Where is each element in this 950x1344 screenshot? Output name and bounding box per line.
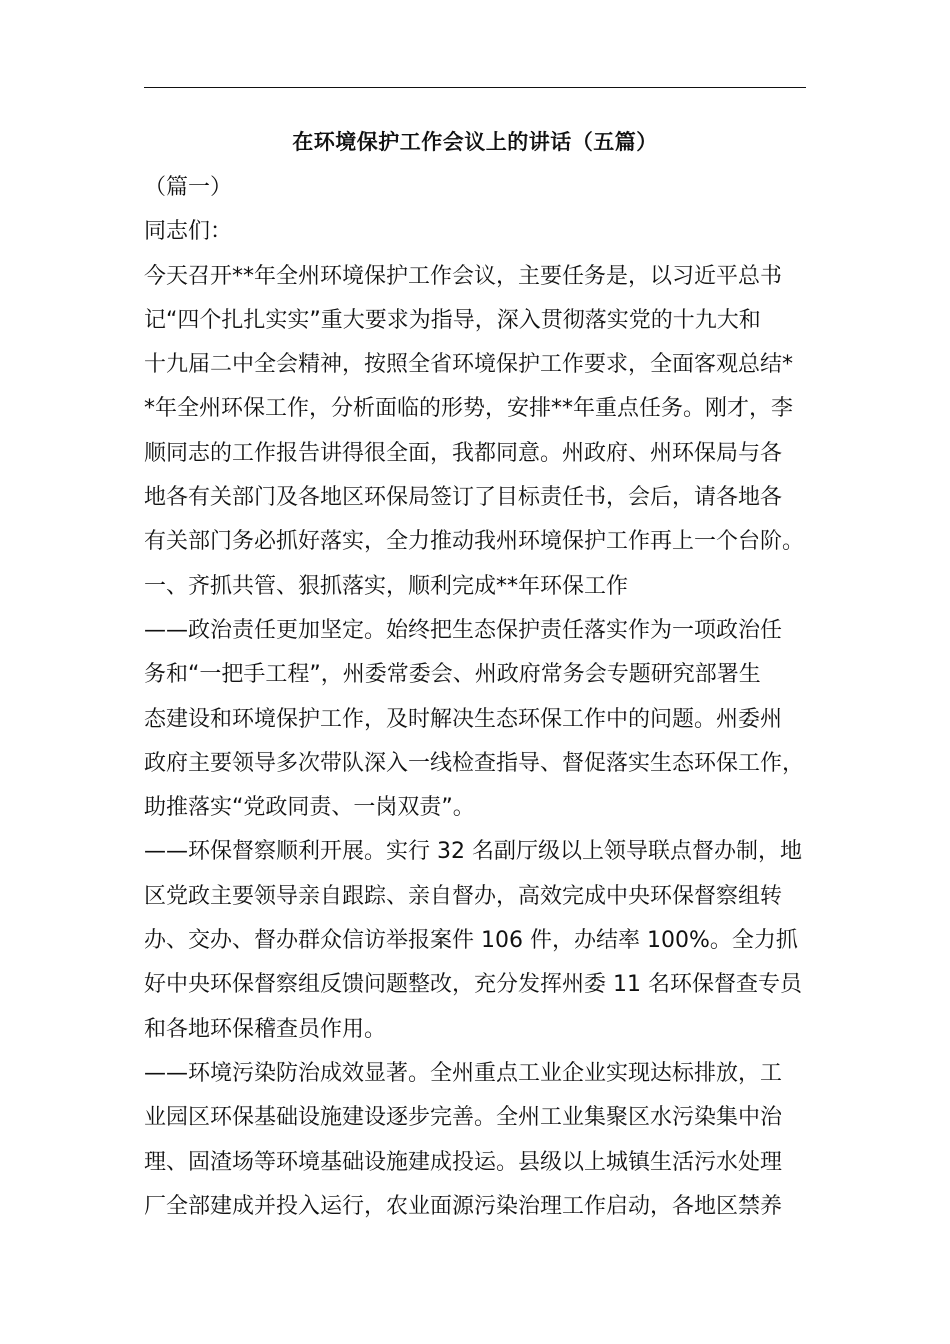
text-line: 政府主要领导多次带队深入一线检查指导、督促落实生态环保工作， (144, 750, 805, 776)
text-line: 区党政主要领导亲自跟踪、亲自督办，高效完成中央环保督察组转 (144, 883, 783, 909)
text-line: （篇一） (144, 175, 233, 200)
text-line: ——政治责任更加坚定。始终把生态保护责任落实作为一项政治任 (144, 617, 783, 643)
header-rule (144, 87, 806, 88)
text-line: 地各有关部门及各地区环保局签订了目标责任书，会后，请各地各 (144, 485, 783, 511)
text-line: 有关部门务必抓好落实，全力推动我州环境保护工作再上一个台阶。 (144, 529, 805, 555)
text-line: 一、齐抓共管、狠抓落实，顺利完成**年环保工作 (144, 573, 629, 599)
text-line: 助推落实“党政同责、一岗双责”。 (144, 795, 475, 821)
text-line: 好中央环保督察组反馈问题整改，充分发挥州委 11 名环保督查专员 (144, 972, 802, 998)
text-line: 态建设和环境保护工作，及时解决生态环保工作中的问题。州委州 (144, 706, 783, 732)
text-line: ——环保督察顺利开展。实行 32 名副厅级以上领导联点督办制，地 (144, 839, 802, 865)
text-line: 业园区环保基础设施建设逐步完善。全州工业集聚区水污染集中治 (144, 1105, 783, 1131)
text-line: 理、固渣场等环境基础设施建成投运。县级以上城镇生活污水处理 (144, 1149, 783, 1175)
text-line: 今天召开**年全州环境保护工作会议，主要任务是，以习近平总书 (144, 263, 783, 289)
text-line: 和各地环保稽查员作用。 (144, 1016, 387, 1042)
text-line: 同志们： (144, 219, 233, 245)
text-line: 务和“一把手工程”，州委常委会、州政府常务会专题研究部署生 (144, 662, 761, 688)
text-line: ——环境污染防治成效显著。全州重点工业企业实现达标排放，工 (144, 1060, 783, 1086)
text-line: *年全州环保工作，分析面临的形势，安排**年重点任务。刚才，李 (144, 396, 794, 422)
document-title: 在环境保护工作会议上的讲话（五篇） (292, 130, 658, 154)
document-body (144, 166, 806, 1229)
text-line: 记“四个扎扎实实”重大要求为指导，深入贯彻落实党的十九大和 (144, 307, 761, 333)
text-line: 顺同志的工作报告讲得很全面，我都同意。州政府、州环保局与各 (144, 440, 783, 466)
text-line: 办、交办、督办群众信访举报案件 106 件，办结率 100%。全力抓 (144, 928, 798, 954)
text-line: 厂全部建成并投入运行，农业面源污染治理工作启动，各地区禁养 (144, 1193, 783, 1219)
text-line: 十九届二中全会精神，按照全省环境保护工作要求，全面客观总结* (144, 352, 794, 378)
